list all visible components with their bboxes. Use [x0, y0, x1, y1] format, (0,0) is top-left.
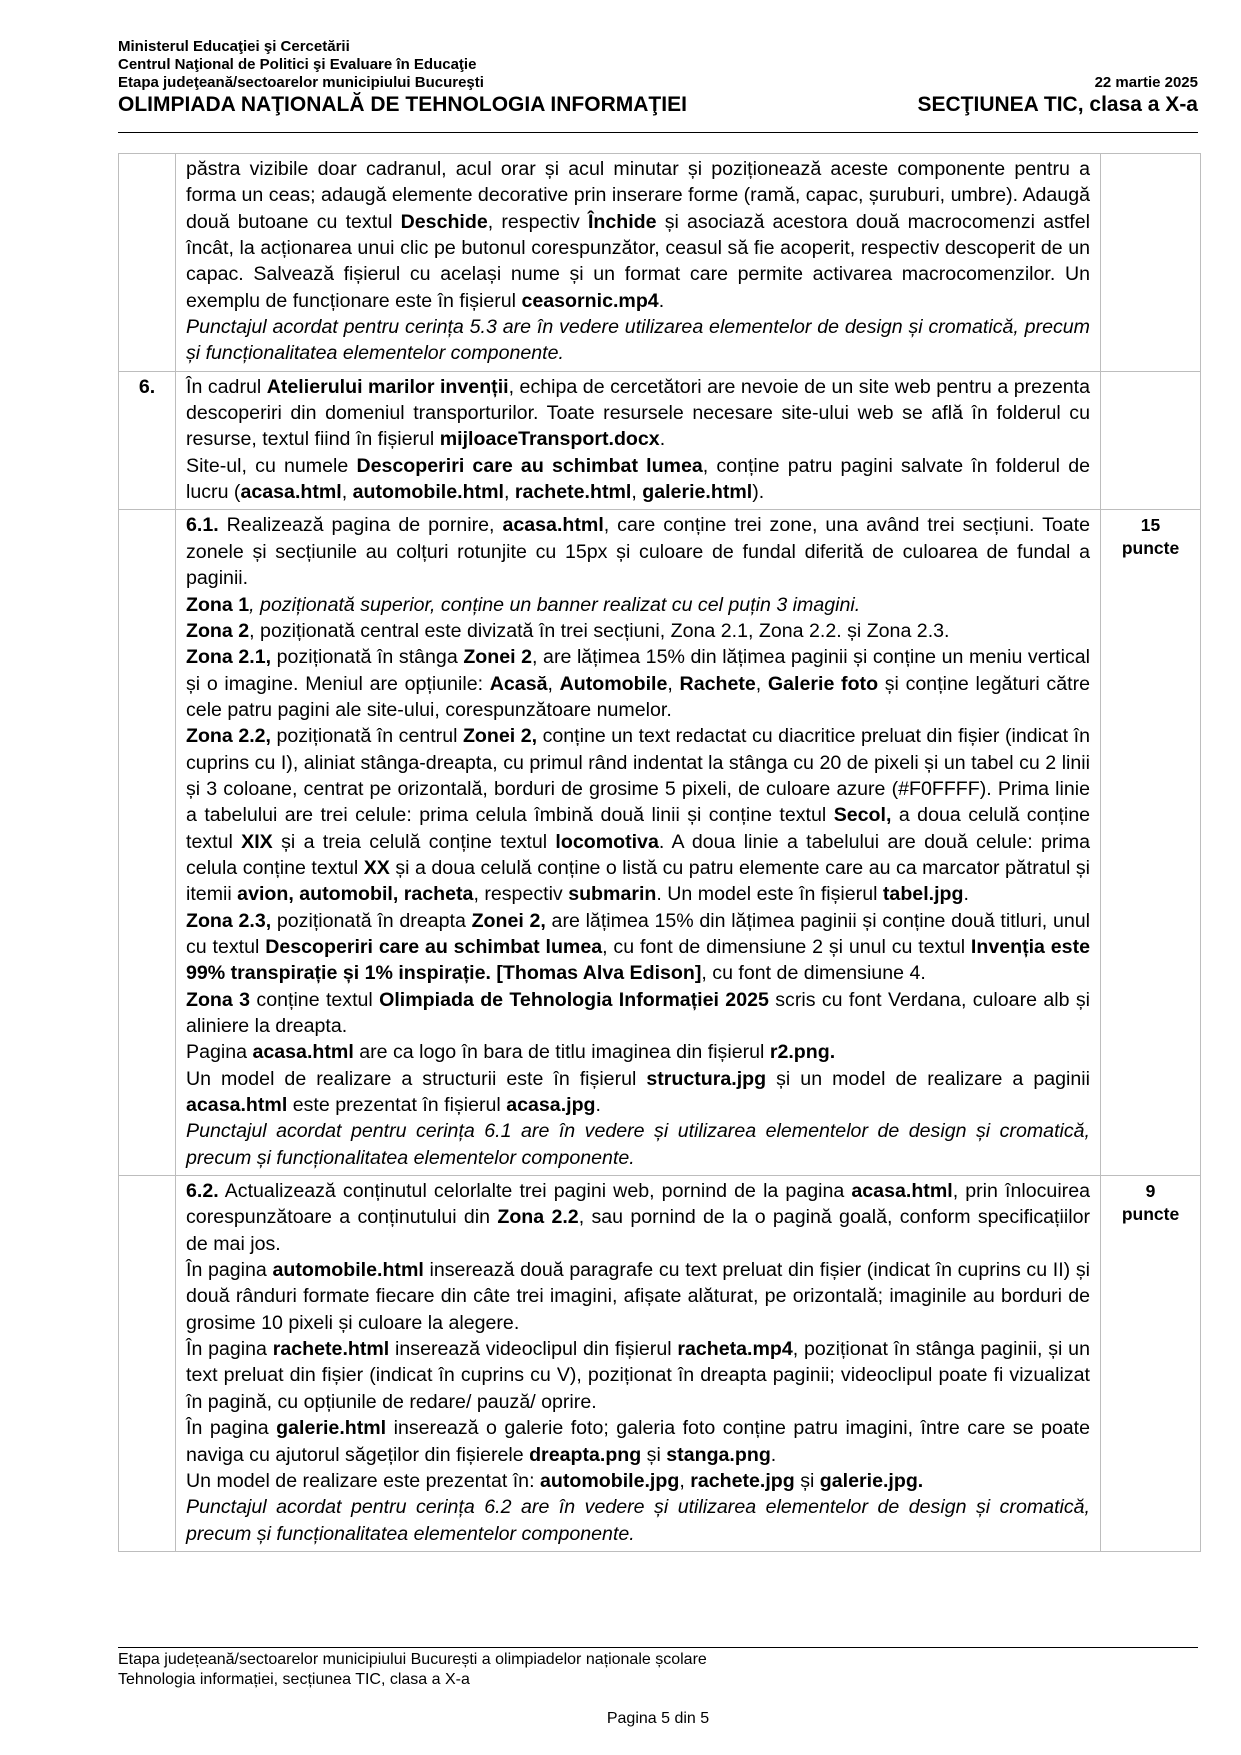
center-name: Centrul Naţional de Politici şi Evaluare în Educaţie	[118, 56, 477, 73]
paragraph: În pagina automobile.html inserează două paragrafe cu text preluat din fișier (indicat în cuprins cu II) și două rânduri formate fiecare din câte trei imagini, afișate alăturat, pe orizontală; imaginile au borduri de grosime 10 pixeli și culoare la alegere.	[186, 1259, 1090, 1334]
stage-name: Etapa judeţeană/sectoarelor municipiului Bucureşti	[118, 74, 484, 91]
olympiad-title: OLIMPIADA NAŢIONALĂ DE TEHNOLOGIA INFORMAŢIEI	[118, 93, 687, 116]
paragraph: Zona 1, poziționată superior, conține un banner realizat cu cel puțin 3 imagini.	[186, 593, 861, 616]
paragraph: Zona 2.1, poziționată în stânga Zonei 2, are lățimea 15% din lățimea paginii și conține un meniu vertical și o imagine. Meniul are opțiunile: Acasă, Automobile, Rachete, Galerie foto și conține legături către cele patru pagini ale site-ului, corespunzătoare numelor.	[186, 646, 1090, 721]
task-text-cell	[176, 1176, 1101, 1552]
paragraph: Un model de realizare a structurii este în fișierul structura.jpg și un model de realizare a paginii acasa.html este prezentat în fișierul acasa.jpg.	[186, 1067, 1090, 1117]
page-number: Pagina 5 din 5	[606, 1710, 710, 1727]
section-name: SECŢIUNEA TIC,	[917, 93, 1084, 116]
scoring-note: Punctajul acordat pentru cerința 6.2 are în vedere și utilizarea elementelor de design și cromatică, precum și funcționalitatea elementelor componente.	[186, 1496, 1090, 1545]
task-table	[118, 153, 1201, 1552]
footer-line: Etapa județeană/sectoarelor municipiului București a olimpiadelor naționale școlare	[118, 1651, 707, 1668]
section-label	[918, 93, 1199, 117]
paragraph: 6.1. Realizează pagina de pornire, acasa.html, care conține trei zone, una având trei secțiuni. Toate zonele și secțiunile au colțuri rotunjite cu 15px și culoare de fundal diferită de culoarea de fundal a paginii.	[186, 514, 1090, 590]
task-text-cell	[176, 154, 1101, 372]
table-row	[119, 154, 1201, 372]
scoring-note: Punctajul acordat pentru cerința 5.3 are în vedere utilizarea elementelor de design și cromatică, precum și funcționalitatea elementelor componente.	[186, 316, 1090, 365]
points-value: 15	[1140, 515, 1161, 536]
ministry-name: Ministerul Educaţiei şi Cercetării	[118, 38, 350, 55]
paragraph: 6.2. Actualizează conținutul celorlalte trei pagini web, pornind de la pagina acasa.html, prin înlocuirea corespunzătoare a conținutului din Zona 2.2, sau pornind de la o pagină goală, conform specificațiilor de mai jos.	[186, 1180, 1090, 1255]
points-label: puncte	[1121, 538, 1180, 559]
paragraph: În pagina galerie.html inserează o galerie foto; galeria foto conține patru imagini, între care se poate naviga cu ajutorul săgeților din fișierele dreapta.png și stanga.png.	[186, 1417, 1090, 1466]
points-label: puncte	[1121, 1204, 1180, 1225]
task-number-cell	[119, 1176, 176, 1552]
scoring-note: Punctajul acordat pentru cerința 6.1 are în vedere și utilizarea elementelor de design și cromatică, precum și funcționalitatea elementelor componente.	[186, 1120, 1090, 1169]
footer-line: Tehnologia informației, secțiunea TIC, clasa a X-a	[118, 1671, 470, 1688]
paragraph: În cadrul Atelierului marilor invenții, echipa de cercetători are nevoie de un site web pentru a prezenta descoperiri din domeniul transporturilor. Toate resursele necesare site-ului web se află în folderul cu resurse, textul fiind în fișierul mijloaceTransport.docx.	[186, 375, 1090, 451]
paragraph: Zona 2, poziționată central este divizată în trei secțiuni, Zona 2.1, Zona 2.2. și Zona 2.3.	[186, 619, 950, 642]
table-row	[119, 371, 1201, 510]
table-row	[119, 1176, 1201, 1552]
paragraph: În pagina rachete.html inserează videoclipul din fișierul racheta.mp4, poziționat în stânga paginii, și un text preluat din fișier (indicat în cuprins cu V), poziționat în dreapta paginii; videoclipul poate fi vizualizat în pagină, cu opțiunile de redare/ pauză/ oprire.	[186, 1338, 1090, 1413]
points-cell	[1101, 154, 1201, 372]
page-footer	[118, 1650, 1198, 1690]
points-cell	[1101, 1176, 1201, 1552]
paragraph: Zona 2.2, poziționată în centrul Zonei 2, conține un text redactat cu diacritice preluat din fișier (indicat în cuprins cu I), aliniat stânga-dreapta, cu primul rând indentat la stânga cu 20 de pixeli și un tabel cu 2 linii și 3 coloane, centrat pe orizontală, borduri de grosime 5 pixeli, de culoare azure (#F0FFFF). Prima linie a tabelului are trei celule: prima celula îmbină două linii și conține textul Secol, a doua celulă conține textul XIX și a treia celulă conține textul locomotiva. A doua linie a tabelului are două celule: prima celula conține textul XX și a doua celulă conține o listă cu patru elemente care au ca marcator pătratul și itemii avion, automobil, racheta, respectiv submarin. Un model este în fișierul tabel.jpg.	[186, 725, 1091, 906]
task-text-cell	[176, 371, 1101, 510]
paragraph: Zona 2.3, poziționată în dreapta Zonei 2, are lățimea 15% din lățimea paginii și conține două titluri, unul cu textul Descoperiri care au schimbat lumea, cu font de dimensiune 2 și unul cu textul Invenția este 99% transpirație și 1% inspirație. [Thomas Alva Edison], cu font de dimensiune 4.	[186, 909, 1090, 985]
class-label: clasa a X-a	[1089, 93, 1198, 116]
header-divider	[118, 132, 1198, 133]
task-number-cell	[119, 510, 176, 1176]
page-header	[118, 38, 1198, 118]
paragraph: Site-ul, cu numele Descoperiri care au schimbat lumea, conține patru pagini salvate în folderul de lucru (acasa.html, automobile.html, rachete.html, galerie.html).	[186, 454, 1090, 504]
footer-divider	[118, 1647, 1198, 1648]
paragraph: păstra vizibile doar cadranul, acul orar și acul minutar și poziționează aceste componente pentru a forma un ceas; adaugă elemente decorative prin inserare forme (ramă, capac, șuruburi, umbre). Adaugă două butoane cu textul Deschide, respectiv Închide și asociază acestora două macrocomenzi astfel încât, la acționarea unui clic pe butonul corespunzător, ceasul să fie acoperit, respectiv descoperit de un capac. Salvează fișierul cu același nume și un format care permite activarea macrocomenzilor. Un exemplu de funcționare este în fișierul ceasornic.mp4.	[186, 158, 1090, 312]
exam-date: 22 martie 2025	[1094, 74, 1198, 91]
task-text-cell	[176, 510, 1101, 1176]
task-number: 6.	[119, 371, 176, 510]
paragraph: Un model de realizare este prezentat în: automobile.jpg, rachete.jpg și galerie.jpg.	[186, 1469, 924, 1492]
paragraph: Zona 3 conține textul Olimpiada de Tehnologia Informației 2025 scris cu font Verdana, culoare alb și aliniere la dreapta.	[186, 988, 1090, 1037]
points-cell	[1101, 510, 1201, 1176]
paragraph: Pagina acasa.html are ca logo în bara de titlu imaginea din fișierul r2.png.	[186, 1041, 836, 1064]
points-value: 9	[1145, 1181, 1156, 1202]
task-number-cell	[119, 154, 176, 372]
points-cell	[1101, 371, 1201, 510]
table-row	[119, 510, 1201, 1176]
